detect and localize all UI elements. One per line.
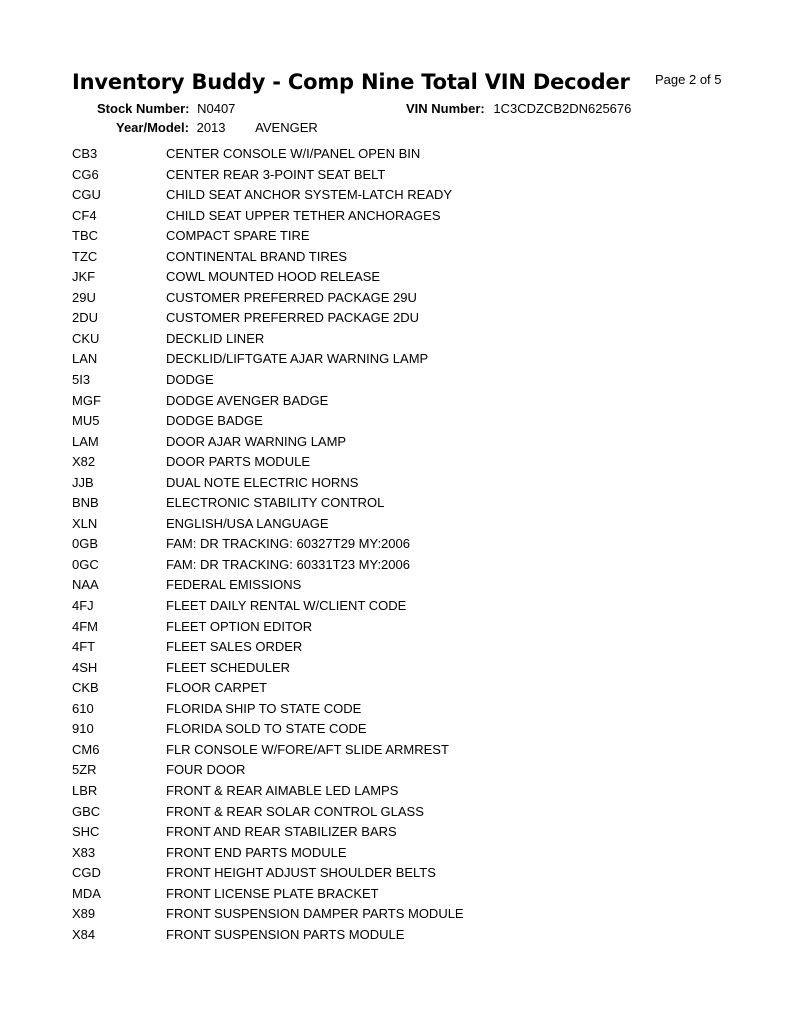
option-description: CENTER REAR 3-POINT SEAT BELT: [166, 166, 386, 182]
option-code: 29U: [72, 289, 96, 305]
list-item: [0, 205, 800, 226]
option-code: 2DU: [72, 310, 99, 326]
option-description: CENTER CONSOLE W/I/PANEL OPEN BIN: [166, 146, 421, 161]
list-item: [0, 451, 800, 472]
option-description: FLORIDA SOLD TO STATE CODE: [166, 721, 367, 737]
option-code: JJB: [72, 474, 94, 490]
option-code: 4FJ: [72, 598, 94, 614]
stock-number-label: Stock Number:: [97, 101, 190, 116]
option-code: CGD: [72, 865, 101, 881]
option-description: FLEET DAILY RENTAL W/CLIENT CODE: [166, 598, 407, 614]
list-item: [0, 595, 800, 616]
option-code: 4SH: [72, 659, 98, 675]
option-code: LBR: [72, 782, 98, 798]
option-description: DODGE: [166, 372, 214, 388]
list-item: [0, 924, 800, 945]
vin-number-field: [406, 101, 631, 116]
option-description: FLORIDA SHIP TO STATE CODE: [166, 700, 362, 716]
option-code: X83: [72, 844, 96, 860]
option-description: FRONT SUSPENSION PARTS MODULE: [166, 926, 405, 942]
list-item: [0, 574, 800, 595]
option-description: FRONT END PARTS MODULE: [166, 844, 347, 860]
list-item: [0, 903, 800, 924]
option-description: CHILD SEAT ANCHOR SYSTEM-LATCH READY: [166, 187, 453, 203]
option-description: FAM: DR TRACKING: 60327T29 MY:2006: [166, 536, 410, 552]
option-code: LAM: [72, 433, 99, 449]
option-code: LAN: [72, 351, 98, 367]
stock-number-value: N0407: [197, 101, 236, 116]
option-description: COMPACT SPARE TIRE: [166, 228, 310, 244]
option-description: DUAL NOTE ELECTRIC HORNS: [166, 474, 359, 490]
option-description: FRONT HEIGHT ADJUST SHOULDER BELTS: [166, 865, 436, 881]
page-title: Inventory Buddy - Comp Nine Total VIN Decoder: [72, 70, 630, 94]
list-item: [0, 513, 800, 534]
option-code: SHC: [72, 824, 100, 840]
option-code: MDA: [72, 885, 101, 901]
list-item: [0, 348, 800, 369]
option-code: XLN: [72, 515, 98, 531]
option-description: CHILD SEAT UPPER TETHER ANCHORAGES: [166, 207, 441, 223]
option-description: FLOOR CARPET: [166, 680, 268, 696]
option-code: JKF: [72, 269, 96, 285]
option-description: FLEET SCHEDULER: [166, 659, 291, 675]
option-description: FRONT & REAR SOLAR CONTROL GLASS: [166, 803, 424, 819]
page-number: Page 2 of 5: [655, 72, 722, 87]
vin-number-label: VIN Number:: [406, 101, 485, 116]
option-description: CUSTOMER PREFERRED PACKAGE 29U: [166, 289, 417, 305]
list-item: [0, 410, 800, 431]
list-item: [0, 616, 800, 637]
list-item: [0, 698, 800, 719]
model-value: AVENGER: [255, 120, 318, 135]
option-code-list: [0, 143, 800, 944]
list-item: [0, 492, 800, 513]
option-code: BNB: [72, 495, 99, 511]
option-code: 910: [72, 721, 94, 737]
option-code: 4FM: [72, 618, 98, 634]
option-description: CUSTOMER PREFERRED PACKAGE 2DU: [166, 310, 420, 326]
list-item: [0, 184, 800, 205]
option-code: 4FT: [72, 639, 96, 655]
option-description: FRONT AND REAR STABILIZER BARS: [166, 824, 397, 840]
option-code: X89: [72, 906, 96, 922]
year-value: 2013: [196, 120, 226, 135]
list-item: [0, 266, 800, 287]
option-description: DODGE BADGE: [166, 413, 263, 429]
year-model-field: [116, 120, 318, 135]
option-code: TZC: [72, 248, 98, 264]
list-item: [0, 554, 800, 575]
list-item: [0, 369, 800, 390]
list-item: [0, 718, 800, 739]
option-description: ELECTRONIC STABILITY CONTROL: [166, 495, 385, 511]
list-item: [0, 677, 800, 698]
option-code: 5ZR: [72, 762, 97, 778]
list-item: [0, 287, 800, 308]
list-item: [0, 431, 800, 452]
option-description: FRONT LICENSE PLATE BRACKET: [166, 885, 379, 901]
option-description: FRONT SUSPENSION DAMPER PARTS MODULE: [166, 906, 464, 922]
option-description: FOUR DOOR: [166, 762, 246, 778]
option-code: CKU: [72, 330, 100, 346]
list-item: [0, 842, 800, 863]
list-item: [0, 246, 800, 267]
list-item: [0, 390, 800, 411]
option-code: CGU: [72, 187, 101, 203]
list-item: [0, 780, 800, 801]
list-item: [0, 143, 800, 164]
option-description: DECKLID LINER: [166, 330, 265, 346]
option-code: 5I3: [72, 372, 91, 388]
option-description: DOOR PARTS MODULE: [166, 454, 310, 470]
year-model-label: Year/Model:: [116, 120, 189, 135]
list-item: [0, 164, 800, 185]
list-item: [0, 821, 800, 842]
list-item: [0, 307, 800, 328]
option-description: FRONT & REAR AIMABLE LED LAMPS: [166, 782, 399, 798]
list-item: [0, 759, 800, 780]
option-code: CKB: [72, 680, 99, 696]
list-item: [0, 328, 800, 349]
option-code: 0GB: [72, 536, 99, 552]
option-description: CONTINENTAL BRAND TIRES: [166, 248, 348, 264]
option-code: MGF: [72, 392, 101, 408]
option-code: 0GC: [72, 556, 99, 572]
option-code: CM6: [72, 741, 100, 757]
list-item: [0, 862, 800, 883]
list-item: [0, 225, 800, 246]
option-description: FAM: DR TRACKING: 60331T23 MY:2006: [166, 556, 410, 572]
list-item: [0, 533, 800, 554]
option-description: DOOR AJAR WARNING LAMP: [166, 433, 347, 449]
option-code: 610: [72, 700, 94, 716]
option-description: COWL MOUNTED HOOD RELEASE: [166, 269, 381, 285]
list-item: [0, 739, 800, 760]
option-code: NAA: [72, 577, 99, 593]
stock-number-field: [97, 101, 235, 116]
option-code: CG6: [72, 166, 99, 182]
list-item: [0, 636, 800, 657]
option-description: FLR CONSOLE W/FORE/AFT SLIDE ARMREST: [166, 741, 449, 757]
vin-number-value: 1C3CDZCB2DN625676: [493, 101, 632, 116]
option-description: DECKLID/LIFTGATE AJAR WARNING LAMP: [166, 351, 429, 367]
option-code: MU5: [72, 413, 100, 429]
option-code: CF4: [72, 207, 97, 223]
list-item: [0, 472, 800, 493]
option-description: FLEET SALES ORDER: [166, 639, 303, 655]
option-description: FEDERAL EMISSIONS: [166, 577, 302, 593]
option-code: GBC: [72, 803, 101, 819]
list-item: [0, 657, 800, 678]
option-description: DODGE AVENGER BADGE: [166, 392, 329, 408]
option-description: FLEET OPTION EDITOR: [166, 618, 313, 634]
list-item: [0, 883, 800, 904]
option-code: X84: [72, 926, 96, 942]
option-description: ENGLISH/USA LANGUAGE: [166, 515, 329, 531]
option-code: TBC: [72, 228, 98, 244]
list-item: [0, 801, 800, 822]
option-code: CB3: [72, 146, 98, 161]
option-code: X82: [72, 454, 96, 470]
